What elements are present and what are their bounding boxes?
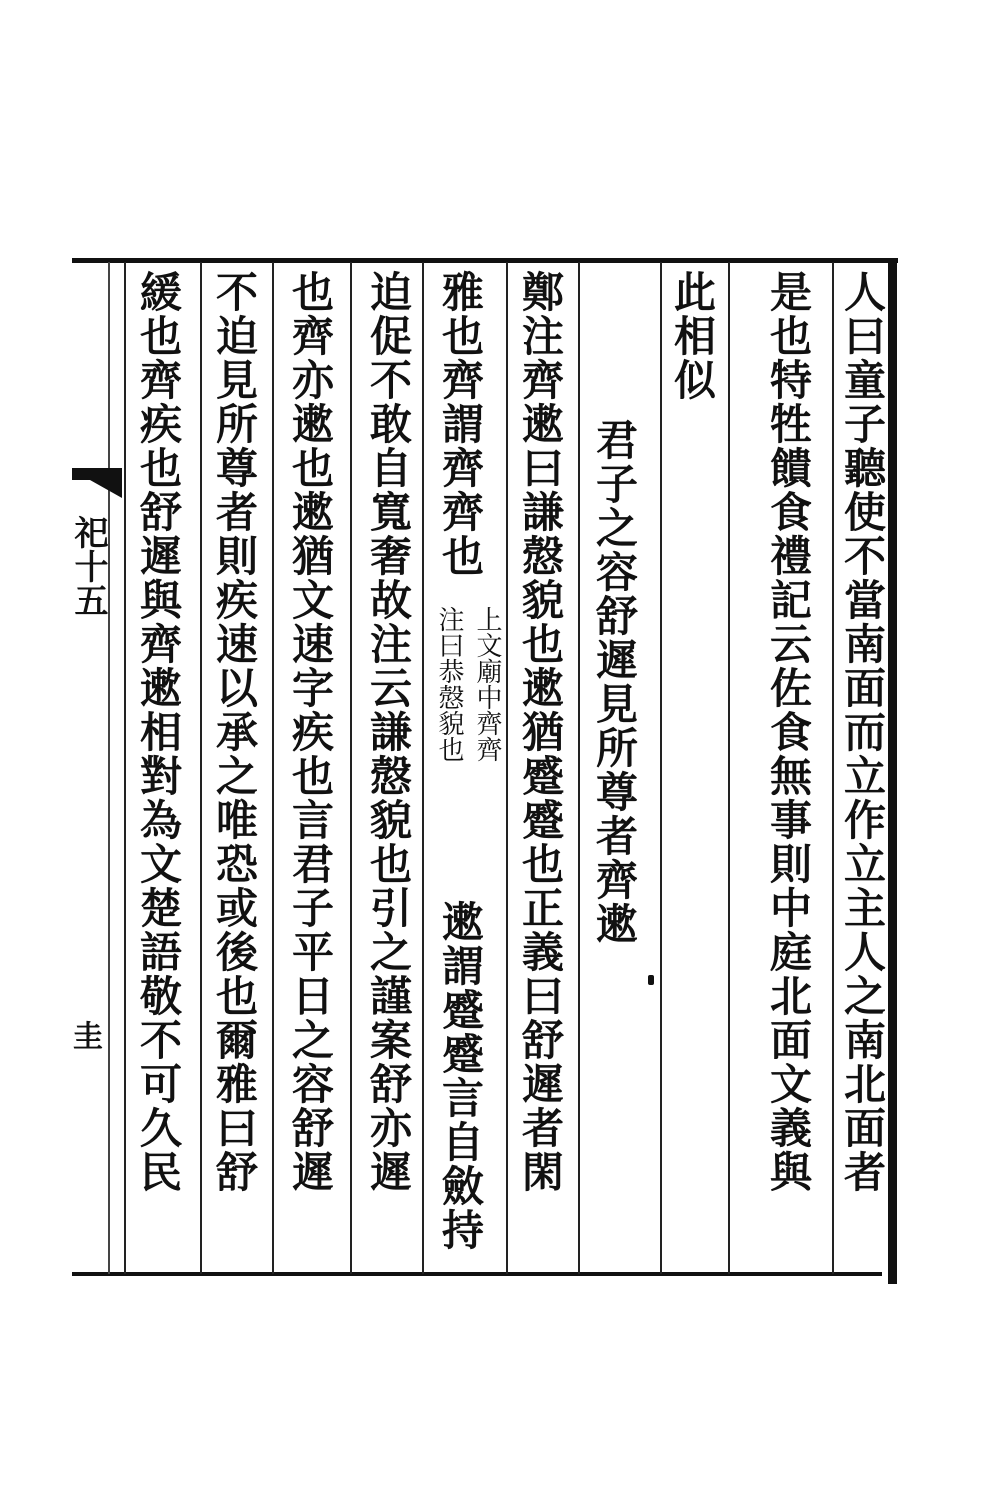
text-column-3: 此相似 [668,270,717,402]
column-rule [124,262,126,1274]
column-rule [200,262,202,1274]
column-rule [350,262,352,1274]
interlinear-note-top: 上文廟中齊齊 [472,606,502,762]
column-rule [422,262,424,1274]
margin-title: 祀十五 [68,515,108,617]
text-column-6: 雅也齊謂齊齊也 [436,270,485,578]
folio-number: 圭 [67,1020,102,1050]
column-rule [578,262,580,1274]
text-column-1: 人曰童子聽使不當南面而立作立主人之南北面者 [838,270,887,1194]
margin-rule [108,262,110,1274]
text-column-7: 迫促不敢自寬奢故注云謙慤貌也引之謹案舒亦遲 [364,270,413,1194]
column-rule [506,262,508,1274]
interlinear-note-small: 注曰恭慤貌也 [434,606,464,762]
column-rule [728,262,730,1274]
column-rule [272,262,274,1274]
fish-tail-icon [72,468,122,498]
page-frame-top [72,258,898,263]
punctuation-mark [648,975,654,985]
page-frame-bottom [72,1272,882,1276]
interlinear-note-bottom: 遬謂蹙蹙言自斂持 [436,900,485,1252]
text-column-4-heading: 君子之容舒遲見所尊者齊遬 [590,418,639,946]
text-column-9: 不迫見所尊者則疾速以承之唯恐或後也爾雅曰舒 [210,270,259,1194]
column-rule [660,262,662,1274]
text-column-2: 是也特牲饋食禮記云佐食無事則中庭北面文義與 [764,270,813,1194]
text-column-5: 鄭注齊遬曰謙慤貌也遬猶蹙蹙也正義曰舒遲者閑 [516,270,565,1194]
text-column-10: 緩也齊疾也舒遲與齊遬相對為文楚語敬不可久民 [134,270,183,1194]
text-column-8: 也齊亦遬也遬猶文速字疾也言君子平日之容舒遲 [286,270,335,1194]
